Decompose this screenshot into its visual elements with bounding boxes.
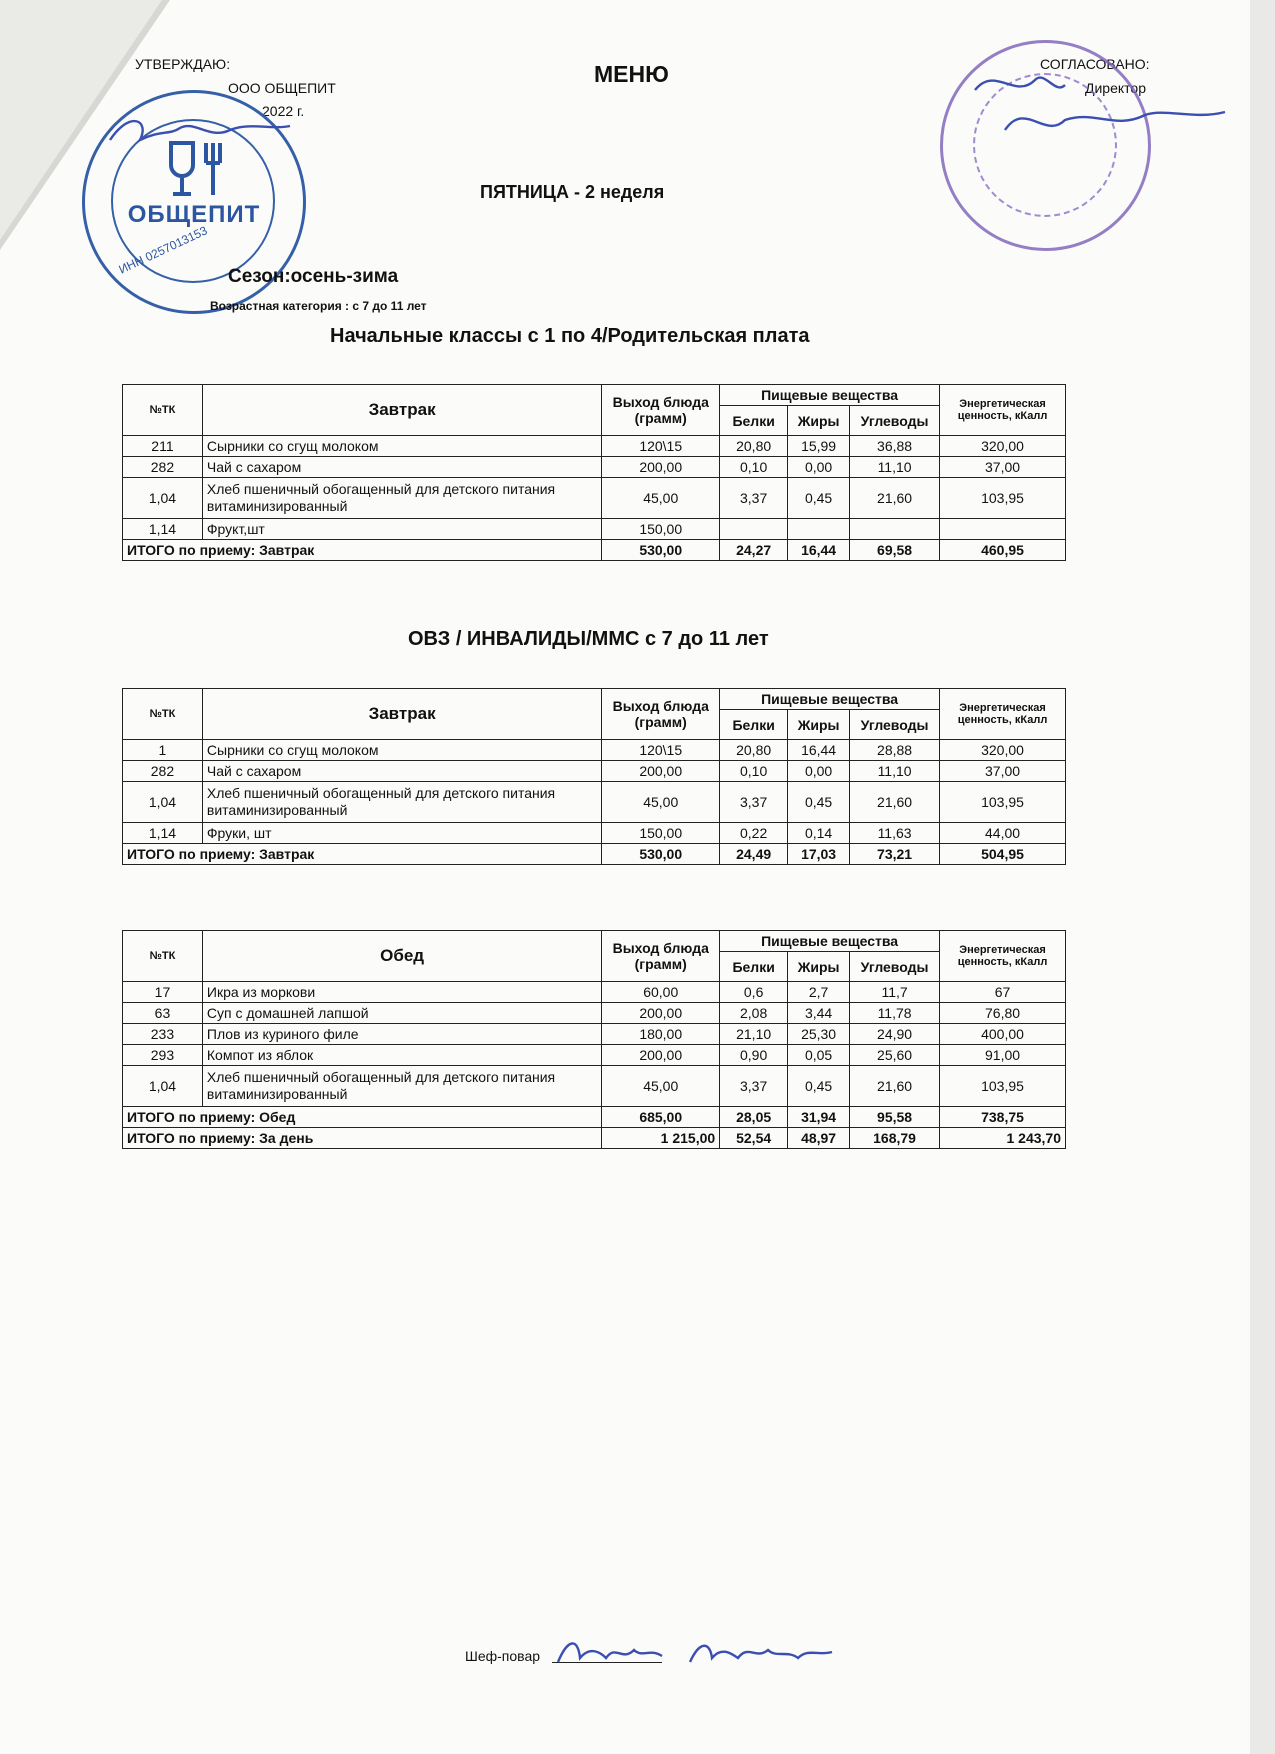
col-meal: Завтрак	[202, 385, 601, 436]
fat-cell: 0,45	[788, 1066, 850, 1107]
agreed-role: Директор	[1085, 80, 1146, 96]
total-fat: 16,44	[788, 540, 850, 561]
table-row	[123, 436, 1066, 457]
fat-cell: 15,99	[788, 436, 850, 457]
dish-cell: Суп с домашней лапшой	[202, 1003, 601, 1024]
yield-cell: 45,00	[602, 782, 720, 823]
carbs-cell	[850, 519, 940, 540]
age-category: Возрастная категория : с 7 до 11 лет	[210, 299, 427, 313]
yield-cell: 120\15	[602, 436, 720, 457]
table-row	[123, 1066, 1066, 1107]
energy-cell: 37,00	[940, 761, 1066, 782]
section2-title: ОВЗ / ИНВАЛИДЫ/ММС с 7 до 11 лет	[408, 628, 769, 650]
table-row	[123, 478, 1066, 519]
carbs-cell: 28,88	[850, 740, 940, 761]
fat-cell	[788, 519, 850, 540]
col-protein: Белки	[720, 406, 788, 436]
carbs-cell: 11,78	[850, 1003, 940, 1024]
dish-cell: Фрукт,шт	[202, 519, 601, 540]
section1-title: Начальные классы с 1 по 4/Родительская плата	[330, 325, 810, 347]
stamp-brand: ОБЩЕПИТ	[127, 201, 261, 228]
col-energy: Энергетическая ценность, кКалл	[940, 689, 1066, 740]
energy-cell: 91,00	[940, 1045, 1066, 1066]
lunch-table	[122, 930, 1066, 1149]
table-row	[123, 1003, 1066, 1024]
protein-cell: 3,37	[720, 478, 788, 519]
yield-cell: 120\15	[602, 740, 720, 761]
tk-cell: 63	[123, 1003, 203, 1024]
table-row	[123, 823, 1066, 844]
col-carbs: Углеводы	[850, 710, 940, 740]
energy-cell: 320,00	[940, 740, 1066, 761]
tk-cell: 1,04	[123, 1066, 203, 1107]
table-row	[123, 761, 1066, 782]
stamp-inn: ИНН 0257013153	[116, 223, 210, 277]
page-title: МЕНЮ	[594, 61, 669, 87]
fat-cell: 0,45	[788, 478, 850, 519]
season: Сезон:осень-зима	[228, 266, 399, 287]
col-energy: Энергетическая ценность, кКалл	[940, 931, 1066, 982]
day-total-label: ИТОГО по приему: За день	[123, 1128, 602, 1149]
day-title: ПЯТНИЦА - 2 неделя	[480, 182, 665, 202]
col-protein: Белки	[720, 952, 788, 982]
tk-cell: 1,04	[123, 782, 203, 823]
energy-cell: 67	[940, 982, 1066, 1003]
tk-cell: 293	[123, 1045, 203, 1066]
tk-cell: 1,14	[123, 823, 203, 844]
protein-cell: 0,10	[720, 457, 788, 478]
fat-cell: 0,45	[788, 782, 850, 823]
total-label: ИТОГО по приему: Завтрак	[123, 540, 602, 561]
total-protein: 24,49	[720, 844, 788, 865]
yield-cell: 150,00	[602, 823, 720, 844]
dish-cell: Сырники со сгущ молоком	[202, 740, 601, 761]
energy-cell: 76,80	[940, 1003, 1066, 1024]
col-yield: Выход блюда (грамм)	[602, 689, 720, 740]
col-fat: Жиры	[788, 406, 850, 436]
energy-cell: 320,00	[940, 436, 1066, 457]
dish-cell: Икра из моркови	[202, 982, 601, 1003]
breakfast-table-2	[122, 688, 1066, 865]
table-row	[123, 519, 1066, 540]
yield-cell: 180,00	[602, 1024, 720, 1045]
col-nutrients: Пищевые вещества	[720, 385, 940, 406]
day-total-fat: 48,97	[788, 1128, 850, 1149]
total-fat: 17,03	[788, 844, 850, 865]
approve-org: ООО ОБЩЕПИТ	[228, 80, 336, 96]
col-nutrients: Пищевые вещества	[720, 689, 940, 710]
total-protein: 24,27	[720, 540, 788, 561]
carbs-cell: 11,10	[850, 761, 940, 782]
energy-cell: 103,95	[940, 782, 1066, 823]
dish-cell: Хлеб пшеничный обогащенный для детского питания витаминизированный	[202, 478, 601, 519]
yield-cell: 60,00	[602, 982, 720, 1003]
fat-cell: 0,05	[788, 1045, 850, 1066]
protein-cell: 3,37	[720, 1066, 788, 1107]
dish-cell: Фруки, шт	[202, 823, 601, 844]
carbs-cell: 24,90	[850, 1024, 940, 1045]
table-row	[123, 982, 1066, 1003]
protein-cell: 0,90	[720, 1045, 788, 1066]
yield-cell: 200,00	[602, 457, 720, 478]
fat-cell: 16,44	[788, 740, 850, 761]
dish-cell: Сырники со сгущ молоком	[202, 436, 601, 457]
tk-cell: 282	[123, 761, 203, 782]
tk-cell: 1,04	[123, 478, 203, 519]
protein-cell: 0,22	[720, 823, 788, 844]
carbs-cell: 25,60	[850, 1045, 940, 1066]
carbs-cell: 11,7	[850, 982, 940, 1003]
total-row	[123, 844, 1066, 865]
col-fat: Жиры	[788, 710, 850, 740]
breakfast-table-1	[122, 384, 1066, 561]
yield-cell: 200,00	[602, 1045, 720, 1066]
energy-cell: 103,95	[940, 1066, 1066, 1107]
total-carbs: 69,58	[850, 540, 940, 561]
yield-cell: 200,00	[602, 761, 720, 782]
col-nutrients: Пищевые вещества	[720, 931, 940, 952]
protein-cell: 20,80	[720, 436, 788, 457]
total-yield: 530,00	[602, 540, 720, 561]
approver-signature	[100, 100, 300, 160]
carbs-cell: 21,60	[850, 782, 940, 823]
yield-cell: 150,00	[602, 519, 720, 540]
dish-cell: Хлеб пшеничный обогащенный для детского питания витаминизированный	[202, 1066, 601, 1107]
tk-cell: 17	[123, 982, 203, 1003]
total-carbs: 73,21	[850, 844, 940, 865]
agreed-label: СОГЛАСОВАНО:	[1040, 56, 1150, 72]
total-energy: 504,95	[940, 844, 1066, 865]
table-row	[123, 782, 1066, 823]
tk-cell: 233	[123, 1024, 203, 1045]
yield-cell: 200,00	[602, 1003, 720, 1024]
fat-cell: 0,00	[788, 761, 850, 782]
protein-cell: 0,10	[720, 761, 788, 782]
dish-cell: Плов из куриного филе	[202, 1024, 601, 1045]
total-energy: 738,75	[940, 1107, 1066, 1128]
total-row	[123, 540, 1066, 561]
approve-label: УТВЕРЖДАЮ:	[135, 56, 231, 72]
fat-cell: 2,7	[788, 982, 850, 1003]
fat-cell: 0,00	[788, 457, 850, 478]
chef-signature	[550, 1628, 840, 1678]
carbs-cell: 21,60	[850, 478, 940, 519]
total-energy: 460,95	[940, 540, 1066, 561]
total-protein: 28,05	[720, 1107, 788, 1128]
dish-cell: Компот из яблок	[202, 1045, 601, 1066]
dish-cell: Хлеб пшеничный обогащенный для детского питания витаминизированный	[202, 782, 601, 823]
protein-cell: 0,6	[720, 982, 788, 1003]
col-fat: Жиры	[788, 952, 850, 982]
protein-cell	[720, 519, 788, 540]
col-tk: №ТК	[123, 931, 203, 982]
day-total-carbs: 168,79	[850, 1128, 940, 1149]
energy-cell: 44,00	[940, 823, 1066, 844]
col-yield: Выход блюда (грамм)	[602, 931, 720, 982]
dish-cell: Чай с сахаром	[202, 761, 601, 782]
day-total-row	[123, 1128, 1066, 1149]
col-energy: Энергетическая ценность, кКалл	[940, 385, 1066, 436]
col-carbs: Углеводы	[850, 406, 940, 436]
col-meal: Обед	[202, 931, 601, 982]
col-meal: Завтрак	[202, 689, 601, 740]
protein-cell: 21,10	[720, 1024, 788, 1045]
chef-label: Шеф-повар	[465, 1648, 541, 1664]
total-fat: 31,94	[788, 1107, 850, 1128]
table-row	[123, 740, 1066, 761]
tk-cell: 1	[123, 740, 203, 761]
tk-cell: 282	[123, 457, 203, 478]
table-row	[123, 457, 1066, 478]
energy-cell: 103,95	[940, 478, 1066, 519]
protein-cell: 2,08	[720, 1003, 788, 1024]
fat-cell: 25,30	[788, 1024, 850, 1045]
tk-cell: 1,14	[123, 519, 203, 540]
yield-cell: 45,00	[602, 1066, 720, 1107]
day-total-yield: 1 215,00	[602, 1128, 720, 1149]
protein-cell: 20,80	[720, 740, 788, 761]
total-label: ИТОГО по приему: Завтрак	[123, 844, 602, 865]
carbs-cell: 11,63	[850, 823, 940, 844]
energy-cell: 37,00	[940, 457, 1066, 478]
total-yield: 685,00	[602, 1107, 720, 1128]
total-carbs: 95,58	[850, 1107, 940, 1128]
energy-cell: 400,00	[940, 1024, 1066, 1045]
carbs-cell: 11,10	[850, 457, 940, 478]
carbs-cell: 36,88	[850, 436, 940, 457]
col-carbs: Углеводы	[850, 952, 940, 982]
fat-cell: 3,44	[788, 1003, 850, 1024]
director-signature	[965, 60, 1235, 150]
day-total-energy: 1 243,70	[940, 1128, 1066, 1149]
fat-cell: 0,14	[788, 823, 850, 844]
table-row	[123, 1045, 1066, 1066]
total-label: ИТОГО по приему: Обед	[123, 1107, 602, 1128]
total-yield: 530,00	[602, 844, 720, 865]
col-tk: №ТК	[123, 689, 203, 740]
approve-date: 2022 г.	[262, 103, 305, 119]
protein-cell: 3,37	[720, 782, 788, 823]
col-yield: Выход блюда (грамм)	[602, 385, 720, 436]
day-total-protein: 52,54	[720, 1128, 788, 1149]
col-tk: №ТК	[123, 385, 203, 436]
col-protein: Белки	[720, 710, 788, 740]
total-row	[123, 1107, 1066, 1128]
carbs-cell: 21,60	[850, 1066, 940, 1107]
yield-cell: 45,00	[602, 478, 720, 519]
dish-cell: Чай с сахаром	[202, 457, 601, 478]
table-row	[123, 1024, 1066, 1045]
energy-cell	[940, 519, 1066, 540]
tk-cell: 211	[123, 436, 203, 457]
